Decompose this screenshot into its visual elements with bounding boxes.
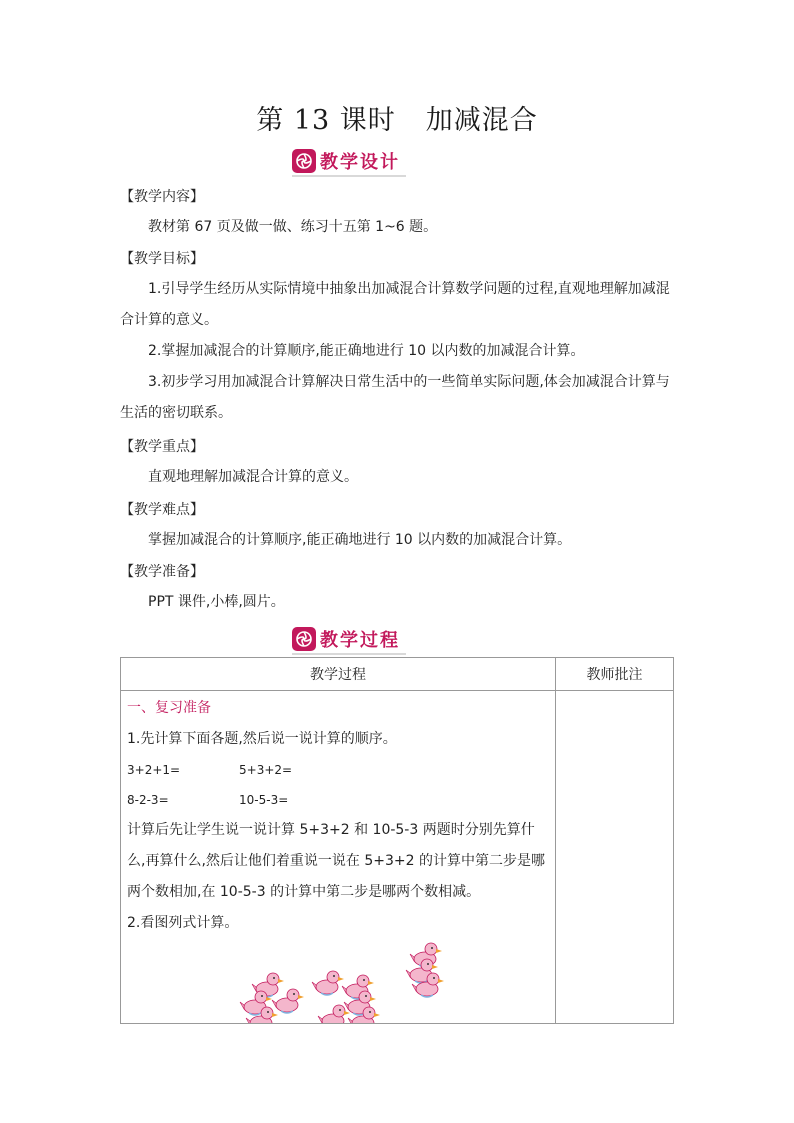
calc-expression: 10-5-3= — [239, 793, 289, 807]
table-header-row — [121, 658, 674, 691]
content-label: 【教学内容】 — [120, 189, 204, 205]
swirl-icon — [292, 149, 316, 173]
lesson-number: 第 13 课时 — [256, 105, 396, 136]
banner-label: 教学过程 — [320, 630, 400, 651]
section-heading: 一、复习准备 — [127, 700, 211, 716]
key-points-label: 【教学重点】 — [120, 439, 204, 455]
banner-underline — [292, 175, 406, 177]
goal-item-1: 1.引导学生经历从实际情境中抽象出加减混合计算数学问题的过程,直观地理解加减混合计算的意义。 — [120, 281, 670, 328]
lesson-topic: 加减混合 — [425, 105, 538, 136]
swirl-icon — [292, 627, 316, 651]
teaching-process-banner — [292, 626, 400, 652]
calc-expression: 5+3+2= — [239, 763, 293, 777]
content-text: 教材第 67 页及做一做、练习十五第 1~6 题。 — [148, 219, 438, 235]
explanation-text: 计算后先让学生说一说计算 5+3+2 和 10-5-3 两题时分别先算什么,再算什么,然后让他们着重说一说在 5+3+2 的计算中第二步是哪两个数相加,在 10-5-3 的计算中第二步是哪两个数相减。 — [127, 822, 545, 900]
notes-column-header: 教师批注 — [556, 658, 674, 691]
calc-row — [127, 755, 549, 785]
prep-text: PPT 课件,小棒,圆片。 — [148, 594, 285, 610]
calc-row — [127, 785, 549, 815]
goal-item-3: 3.初步学习用加减混合计算解决日常生活中的一些简单实际问题,体会加减混合计算与生活的密切联系。 — [120, 374, 670, 421]
banner-label: 教学设计 — [320, 152, 400, 173]
ducks-picture — [127, 939, 547, 1023]
exercise-item-2: 2.看图列式计算。 — [127, 915, 239, 931]
process-column-header: 教学过程 — [121, 658, 556, 691]
process-cell — [121, 691, 556, 1024]
calc-expression: 3+2+1= — [127, 763, 181, 777]
process-table — [120, 657, 674, 1024]
prep-label: 【教学准备】 — [120, 564, 204, 580]
difficulties-label: 【教学难点】 — [120, 502, 204, 518]
page-title — [0, 98, 794, 137]
teacher-notes-cell[interactable] — [556, 691, 674, 1024]
difficulties-text: 掌握加减混合的计算顺序,能正确地进行 10 以内数的加减混合计算。 — [148, 532, 572, 548]
goal-item-2: 2.掌握加减混合的计算顺序,能正确地进行 10 以内数的加减混合计算。 — [148, 343, 585, 359]
calc-expression: 8-2-3= — [127, 793, 169, 807]
goals-label: 【教学目标】 — [120, 251, 204, 267]
table-row — [121, 691, 674, 1024]
teaching-design-banner — [292, 148, 400, 174]
ducks-illustration — [127, 939, 549, 1023]
exercise-item-1: 1.先计算下面各题,然后说一说计算的顺序。 — [127, 731, 397, 747]
banner-underline — [292, 653, 406, 655]
key-points-text: 直观地理解加减混合计算的意义。 — [148, 469, 358, 485]
